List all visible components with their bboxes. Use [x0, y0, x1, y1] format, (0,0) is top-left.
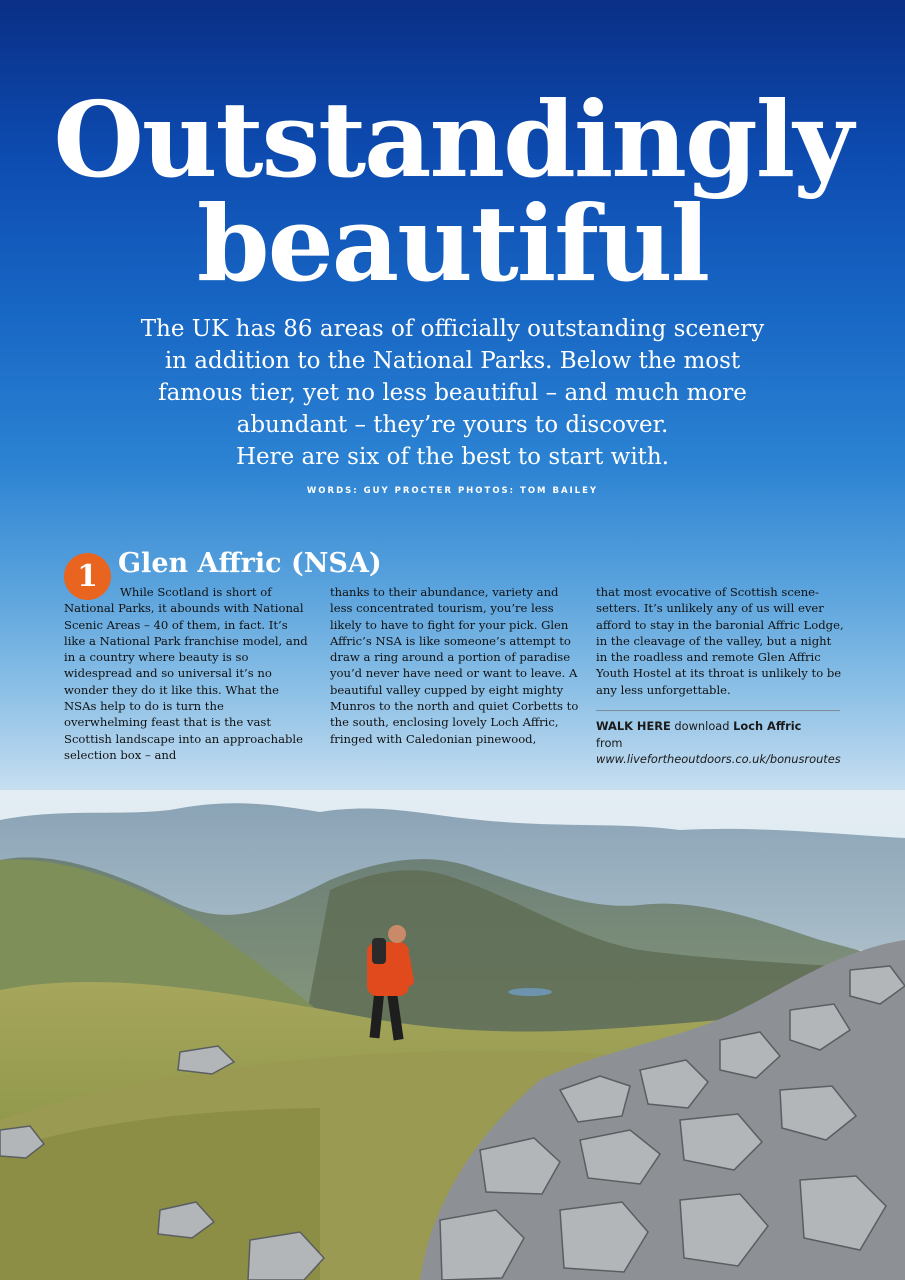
walk-here-text-1: download: [674, 719, 730, 734]
body-text-2: thanks to their abundance, variety and less concentrated tourism, you’re less likely to have to fight for your pick. Glen Affric’s NSA is like someone’s attempt to draw a ring around a portion of paradise you’d never have need or want to leave. A beautiful valley cupped by eight mighty Munros to the north and quiet Corbetts to the south, enclosing lovely Loch Affric, fringed with Caledonian pinewood,: [330, 585, 579, 746]
walk-here-text-2: from: [596, 735, 623, 750]
section-number-badge: 1: [64, 553, 111, 600]
walk-here-divider: [596, 710, 840, 711]
headline-line-2: beautiful: [196, 182, 709, 305]
body-text-1: While Scotland is short of National Parks, it abounds with National Scenic Areas – 40 of them, in fact. It’s like a National Park franchise model, and in a country where beauty is so widespread and so universal it’s no wonder they do it like this. What the NSAs help to do is turn the overwhelming feast that is the vast Scottish landscape into an approachable selection box – and: [64, 585, 308, 762]
headline-line-1: Outstandingly: [53, 78, 852, 201]
body-text-3: that most evocative of Scottish scene-setters. It’s unlikely any of us will ever afford to stay in the baronial Affric Lodge, in the cleavage of the valley, but a night in the roadless and remote Glen Affric Youth Hostel at its throat is unlikely to be any less unforgettable.: [596, 585, 844, 697]
byline-credits: WORDS: GUY PROCTER PHOTOS: TOM BAILEY: [306, 486, 599, 496]
standfirst-line-1: The UK has 86 areas of officially outstanding scenery: [140, 316, 765, 342]
walk-here-url-link[interactable]: www.livefortheoutdoors.co.uk/bonusroutes: [596, 752, 841, 767]
walk-here-label: WALK HERE: [596, 719, 671, 734]
standfirst: [40, 313, 865, 473]
walk-here-route: Loch Affric: [733, 719, 802, 734]
body-column-3: [596, 584, 844, 768]
standfirst-line-3: famous tier, yet no less beautiful – and much more: [158, 380, 747, 406]
standfirst-line-4: abundant – they’re yours to discover.: [236, 412, 669, 438]
body-column-1: [64, 584, 308, 763]
standfirst-line-2: in addition to the National Parks. Below the most: [164, 348, 741, 374]
standfirst-line-5: Here are six of the best to start with.: [235, 444, 670, 470]
walk-here-box: [596, 718, 844, 768]
hiker-photo: [0, 790, 905, 1280]
body-column-2: [330, 584, 580, 747]
section-title: Glen Affric (NSA): [118, 548, 382, 579]
headline: [0, 78, 905, 305]
